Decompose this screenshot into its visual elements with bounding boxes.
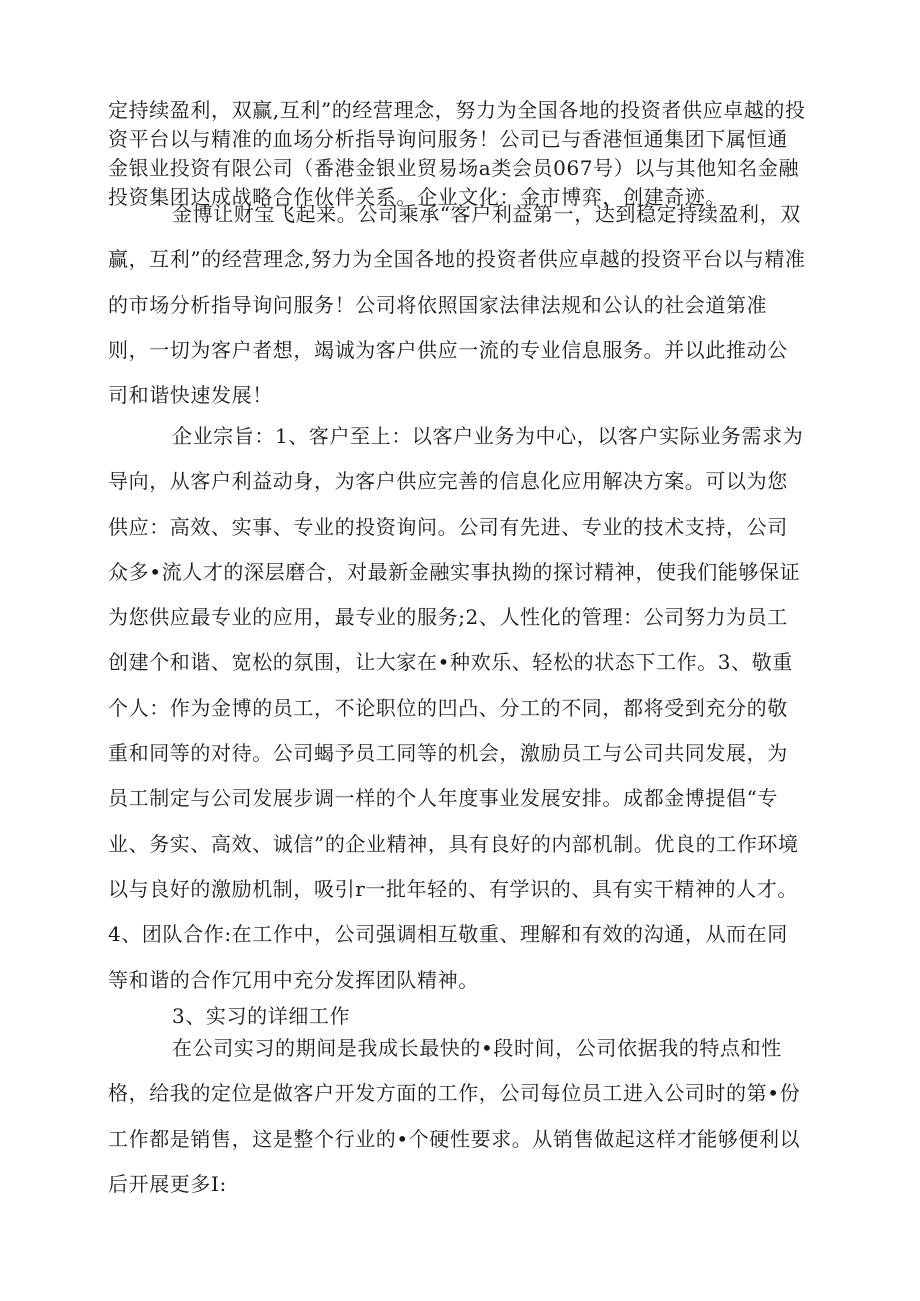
company-mission-paragraph: 金博让财宝飞起来。公司乘承“客户利益第一，达到稳定持续盈利，双赢，互利”的经营理念,努力为全国各地的投资者供应卓越的投资平台以与精准的市场分析指导询问服务！公司将依照国家法律法规和公认的社会道第准则，一切为客户者想，竭诚为客户供应一流的专业信息服务。并以此推动公司和谐快速发展！	[108, 202, 806, 408]
internship-paragraph: 在公司实习的期间是我成长最快的•段时间，公司依据我的特点和性格，给我的定位是做客户开发方面的工作，公司每位员工进入公司时的第•份工作都是销售，这是整个行业的•个硬性要求。从销售做起这样才能够便利以后开展更多I:	[108, 1036, 801, 1196]
intro-paragraph: 定持续盈利，双赢,互利”的经营理念，努力为全国各地的投资者供应卓越的投资平台以与精准的血场分析指导询问服务！公司已与香港恒通集团下属恒通金银业投资有限公司（番港金银业贸易场a类会员067号）以与其他知名金融投资集团达成战略合作伙伴关系。企业文化：金市博弈，创建奇迹。	[108, 98, 806, 209]
section-heading: 3、实习的详细工作	[172, 1004, 351, 1028]
enterprise-tenets-paragraph: 企业宗旨：1、客户至上：以客户业务为中心，以客户实际业务需求为导向，从客户利益动身，为客户供应完善的信息化应用解决方案。可以为您供应：高效、实事、专业的投资询问。公司有先进、专业的技术支持，公司众多•流人才的深层磨合，对最新金融实事执拗的探讨精神，使我们能够保证为您供应最专业的应用，最专业的服务;2、人性化的管理：公司努力为员工创建个和谐、宽松的氛围，让大家在•种欢乐、轻松的状态下工作。3、敬重个人：作为金博的员工，不论职位的凹凸、分工的不同，都将受到充分的敬重和同等的对待。公司蝎予员工同等的机会，激励员工与公司共同发展，为员工制定与公司发展步调一样的个人年度事业发展安排。成都金博提倡“专业、务实、高效、诚信”的企业精神，具有良好的内部机制。优良的工作环境以与良好的激励机制，吸引r一批年轻的、有学识的、具有实干精神的人才。4、团队合作:在工作中，公司强调相互敬重、理解和有效的沟通，从而在同等和谐的合作冗用中充分发挥团队精神。	[108, 424, 804, 992]
